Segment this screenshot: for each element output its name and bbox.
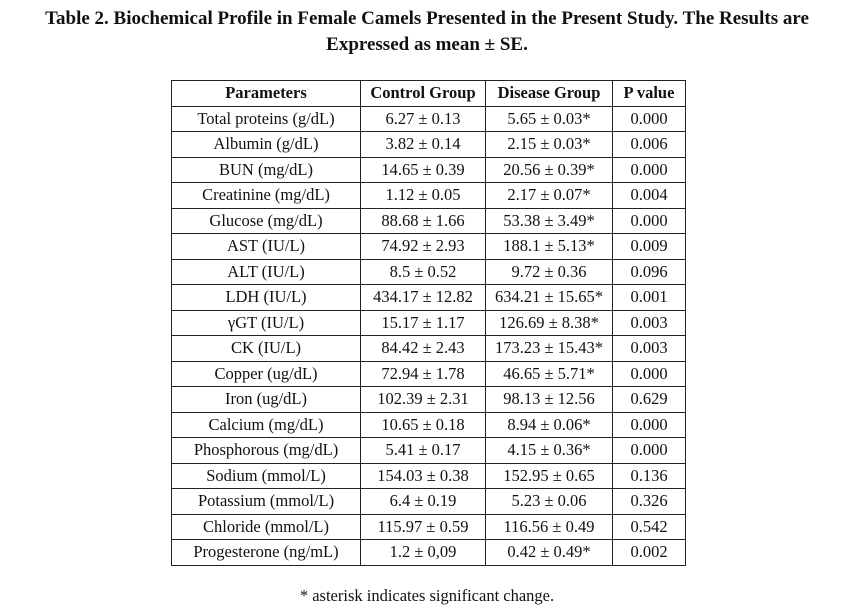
table-row [172,106,686,132]
parameter-cell: Total proteins (g/dL) [172,106,361,132]
control-value-cell: 14.65 ± 0.39 [361,157,486,183]
disease-value-cell: 2.15 ± 0.03* [486,132,613,158]
parameter-cell: Albumin (g/dL) [172,132,361,158]
p-value-cell: 0.009 [613,234,686,260]
disease-value-cell: 152.95 ± 0.65 [486,463,613,489]
disease-value-cell: 53.38 ± 3.49* [486,208,613,234]
header-row [172,81,686,107]
parameter-cell: Creatinine (mg/dL) [172,183,361,209]
parameter-cell: Progesterone (ng/mL) [172,540,361,566]
parameter-cell: Potassium (mmol/L) [172,489,361,515]
disease-value-cell: 4.15 ± 0.36* [486,438,613,464]
table-row [172,285,686,311]
control-value-cell: 6.27 ± 0.13 [361,106,486,132]
table-row [172,259,686,285]
table-row [172,157,686,183]
disease-value-cell: 5.23 ± 0.06 [486,489,613,515]
control-value-cell: 74.92 ± 2.93 [361,234,486,260]
p-value-cell: 0.136 [613,463,686,489]
control-value-cell: 8.5 ± 0.52 [361,259,486,285]
parameter-cell: AST (IU/L) [172,234,361,260]
control-value-cell: 88.68 ± 1.66 [361,208,486,234]
control-value-cell: 102.39 ± 2.31 [361,387,486,413]
table-row [172,387,686,413]
footnote: * asterisk indicates significant change. [299,586,555,605]
disease-value-cell: 173.23 ± 15.43* [486,336,613,362]
parameter-cell: BUN (mg/dL) [172,157,361,183]
header-parameters: Parameters [172,81,361,107]
disease-value-cell: 188.1 ± 5.13* [486,234,613,260]
table-row [172,336,686,362]
table-row [172,361,686,387]
parameter-cell: ALT (IU/L) [172,259,361,285]
control-value-cell: 1.2 ± 0,09 [361,540,486,566]
parameter-cell: Sodium (mmol/L) [172,463,361,489]
table-row [172,463,686,489]
table-row [172,438,686,464]
control-value-cell: 3.82 ± 0.14 [361,132,486,158]
disease-value-cell: 5.65 ± 0.03* [486,106,613,132]
parameter-cell: LDH (IU/L) [172,285,361,311]
table-caption [0,6,854,58]
control-value-cell: 6.4 ± 0.19 [361,489,486,515]
disease-value-cell: 634.21 ± 15.65* [486,285,613,311]
caption-line-1: Table 2. Biochemical Profile in Female Camels Presented in the Present Study. The Results are [45,8,809,29]
p-value-cell: 0.003 [613,336,686,362]
disease-value-cell: 116.56 ± 0.49 [486,514,613,540]
p-value-cell: 0.002 [613,540,686,566]
p-value-cell: 0.004 [613,183,686,209]
header-disease-group: Disease Group [486,81,613,107]
table-header [172,81,686,107]
header-p-value: P value [613,81,686,107]
parameter-cell: γGT (IU/L) [172,310,361,336]
control-value-cell: 5.41 ± 0.17 [361,438,486,464]
p-value-cell: 0.326 [613,489,686,515]
p-value-cell: 0.000 [613,208,686,234]
parameter-cell: Phosphorous (mg/dL) [172,438,361,464]
disease-value-cell: 0.42 ± 0.49* [486,540,613,566]
table-row [172,310,686,336]
parameter-cell: Calcium (mg/dL) [172,412,361,438]
biochemical-profile-table [171,80,686,566]
table-row [172,234,686,260]
disease-value-cell: 46.65 ± 5.71* [486,361,613,387]
p-value-cell: 0.000 [613,438,686,464]
table-row [172,412,686,438]
table-body [172,106,686,565]
table-row [172,514,686,540]
disease-value-cell: 2.17 ± 0.07* [486,183,613,209]
parameter-cell: Copper (ug/dL) [172,361,361,387]
header-control-group: Control Group [361,81,486,107]
p-value-cell: 0.003 [613,310,686,336]
parameter-cell: Chloride (mmol/L) [172,514,361,540]
caption-line-2: Expressed as mean ± SE. [326,34,528,55]
p-value-cell: 0.096 [613,259,686,285]
disease-value-cell: 98.13 ± 12.56 [486,387,613,413]
p-value-cell: 0.000 [613,361,686,387]
table-row [172,540,686,566]
p-value-cell: 0.000 [613,412,686,438]
p-value-cell: 0.006 [613,132,686,158]
table-row [172,132,686,158]
control-value-cell: 154.03 ± 0.38 [361,463,486,489]
parameter-cell: Iron (ug/dL) [172,387,361,413]
control-value-cell: 10.65 ± 0.18 [361,412,486,438]
p-value-cell: 0.542 [613,514,686,540]
control-value-cell: 72.94 ± 1.78 [361,361,486,387]
p-value-cell: 0.000 [613,157,686,183]
control-value-cell: 84.42 ± 2.43 [361,336,486,362]
p-value-cell: 0.001 [613,285,686,311]
control-value-cell: 115.97 ± 0.59 [361,514,486,540]
table-row [172,489,686,515]
parameter-cell: Glucose (mg/dL) [172,208,361,234]
table-row [172,208,686,234]
table-row [172,183,686,209]
control-value-cell: 434.17 ± 12.82 [361,285,486,311]
disease-value-cell: 9.72 ± 0.36 [486,259,613,285]
control-value-cell: 1.12 ± 0.05 [361,183,486,209]
disease-value-cell: 126.69 ± 8.38* [486,310,613,336]
control-value-cell: 15.17 ± 1.17 [361,310,486,336]
p-value-cell: 0.629 [613,387,686,413]
parameter-cell: CK (IU/L) [172,336,361,362]
p-value-cell: 0.000 [613,106,686,132]
disease-value-cell: 20.56 ± 0.39* [486,157,613,183]
disease-value-cell: 8.94 ± 0.06* [486,412,613,438]
